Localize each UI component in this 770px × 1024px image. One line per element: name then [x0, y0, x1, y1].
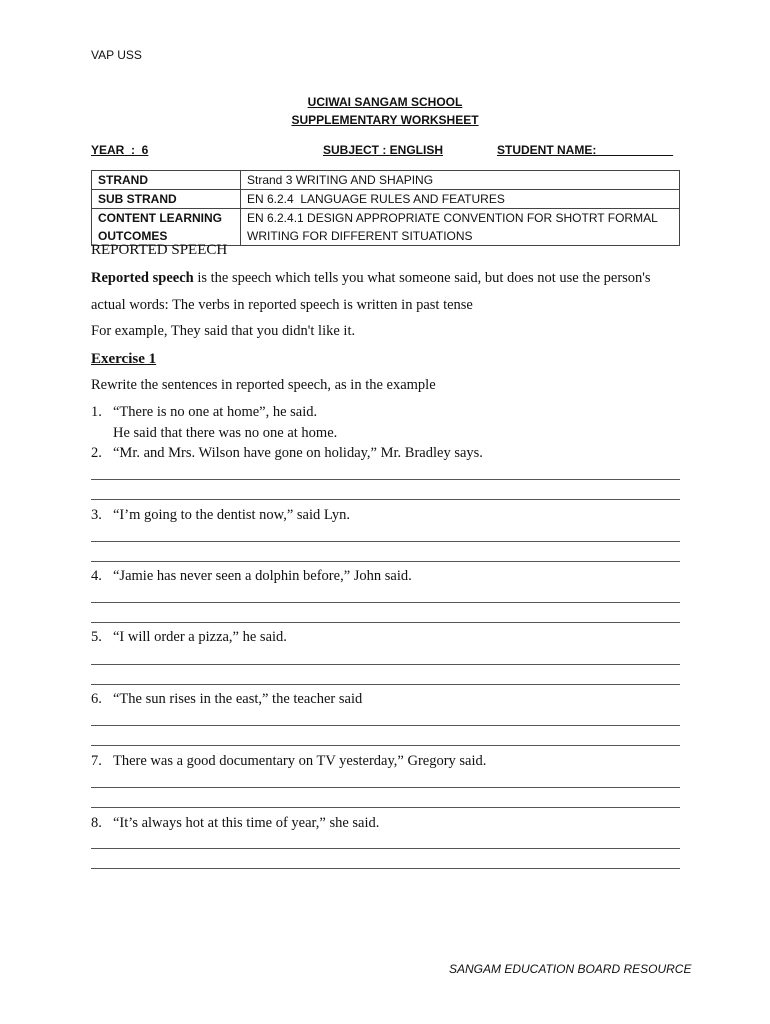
sub-strand-key: SUB STRAND: [92, 190, 241, 209]
answer-line[interactable]: [91, 684, 680, 685]
header-tag: VAP USS: [91, 48, 142, 62]
definition-line-1: [91, 270, 651, 287]
item-text: “It’s always hot at this time of year,” she said.: [113, 815, 380, 831]
worksheet-title: SUPPLEMENTARY WORKSHEET: [291, 113, 479, 127]
definition-line-2: actual words: The verbs in reported speech is written in past tense: [91, 297, 473, 313]
outcomes-value-line1: EN 6.2.4.1 DESIGN APPROPRIATE CONVENTION FOR SHOTRT FORMAL: [247, 211, 658, 225]
definition-term: Reported speech: [91, 270, 194, 286]
outcomes-key-line2: OUTCOMES: [98, 229, 168, 243]
item-text: “Mr. and Mrs. Wilson have gone on holiday,” Mr. Bradley says.: [113, 445, 483, 461]
answer-line[interactable]: [91, 745, 680, 746]
item-number: 5.: [91, 629, 102, 645]
answer-line[interactable]: [91, 664, 680, 665]
item-number: 8.: [91, 815, 102, 831]
exercise-item-1: [91, 404, 317, 421]
school-name: UCIWAI SANGAM SCHOOL: [307, 95, 463, 109]
exercise-item-7: [91, 753, 486, 770]
answer-line[interactable]: [91, 602, 680, 603]
outcomes-key: [92, 209, 241, 246]
answer-line[interactable]: [91, 807, 680, 808]
item-text: “Jamie has never seen a dolphin before,” John said.: [113, 568, 412, 584]
item-number: 1.: [91, 404, 102, 420]
item-text: “The sun rises in the east,” the teacher said: [113, 691, 363, 707]
answer-line[interactable]: [91, 868, 680, 869]
exercise-item-2: [91, 445, 483, 462]
info-table: [91, 170, 680, 246]
answer-line[interactable]: [91, 848, 680, 849]
example-answer: He said that there was no one at home.: [113, 425, 338, 441]
strand-key: STRAND: [92, 171, 241, 190]
table-row: [92, 190, 680, 209]
strand-value: Strand 3 WRITING AND SHAPING: [241, 171, 680, 190]
item-text: There was a good documentary on TV yesterday,” Gregory said.: [113, 753, 487, 769]
footer-text: SANGAM EDUCATION BOARD RESOURCE: [449, 962, 692, 976]
item-text: “I’m going to the dentist now,” said Lyn.: [113, 507, 351, 523]
item-text: “There is no one at home”, he said.: [113, 404, 318, 420]
item-text: “I will order a pizza,” he said.: [113, 629, 287, 645]
exercise-item-8: [91, 815, 379, 832]
answer-line[interactable]: [91, 479, 680, 480]
exercise-item-6: [91, 691, 362, 708]
answer-line[interactable]: [91, 787, 680, 788]
outcomes-key-line1: CONTENT LEARNING: [98, 211, 222, 225]
student-name-field[interactable]: STUDENT NAME: ___________: [497, 143, 674, 157]
sub-strand-value: EN 6.2.4 LANGUAGE RULES AND FEATURES: [241, 190, 680, 209]
item-number: 4.: [91, 568, 102, 584]
exercise-item-3: [91, 507, 350, 524]
exercise-item-4: [91, 568, 412, 585]
item-number: 3.: [91, 507, 102, 523]
definition-text: is the speech which tells you what someone said, but does not use the person's: [193, 270, 651, 286]
answer-line[interactable]: [91, 622, 680, 623]
answer-line[interactable]: [91, 499, 680, 500]
answer-line[interactable]: [91, 561, 680, 562]
example-line: For example, They said that you didn't like it.: [91, 323, 356, 339]
subject-label: SUBJECT : ENGLISH: [323, 143, 444, 157]
exercise-instruction: Rewrite the sentences in reported speech, as in the example: [91, 377, 436, 393]
year-label: YEAR : 6: [91, 143, 149, 157]
item-number: 2.: [91, 445, 102, 461]
outcomes-value-line2: WRITING FOR DIFFERENT SITUATIONS: [247, 229, 473, 243]
outcomes-value: [241, 209, 680, 246]
answer-line[interactable]: [91, 725, 680, 726]
item-number: 7.: [91, 753, 102, 769]
table-row: [92, 171, 680, 190]
exercise-item-5: [91, 629, 287, 646]
answer-line[interactable]: [91, 541, 680, 542]
table-row: [92, 209, 680, 246]
item-number: 6.: [91, 691, 102, 707]
exercise-title: Exercise 1: [91, 351, 157, 367]
section-title: REPORTED SPEECH: [91, 242, 228, 258]
